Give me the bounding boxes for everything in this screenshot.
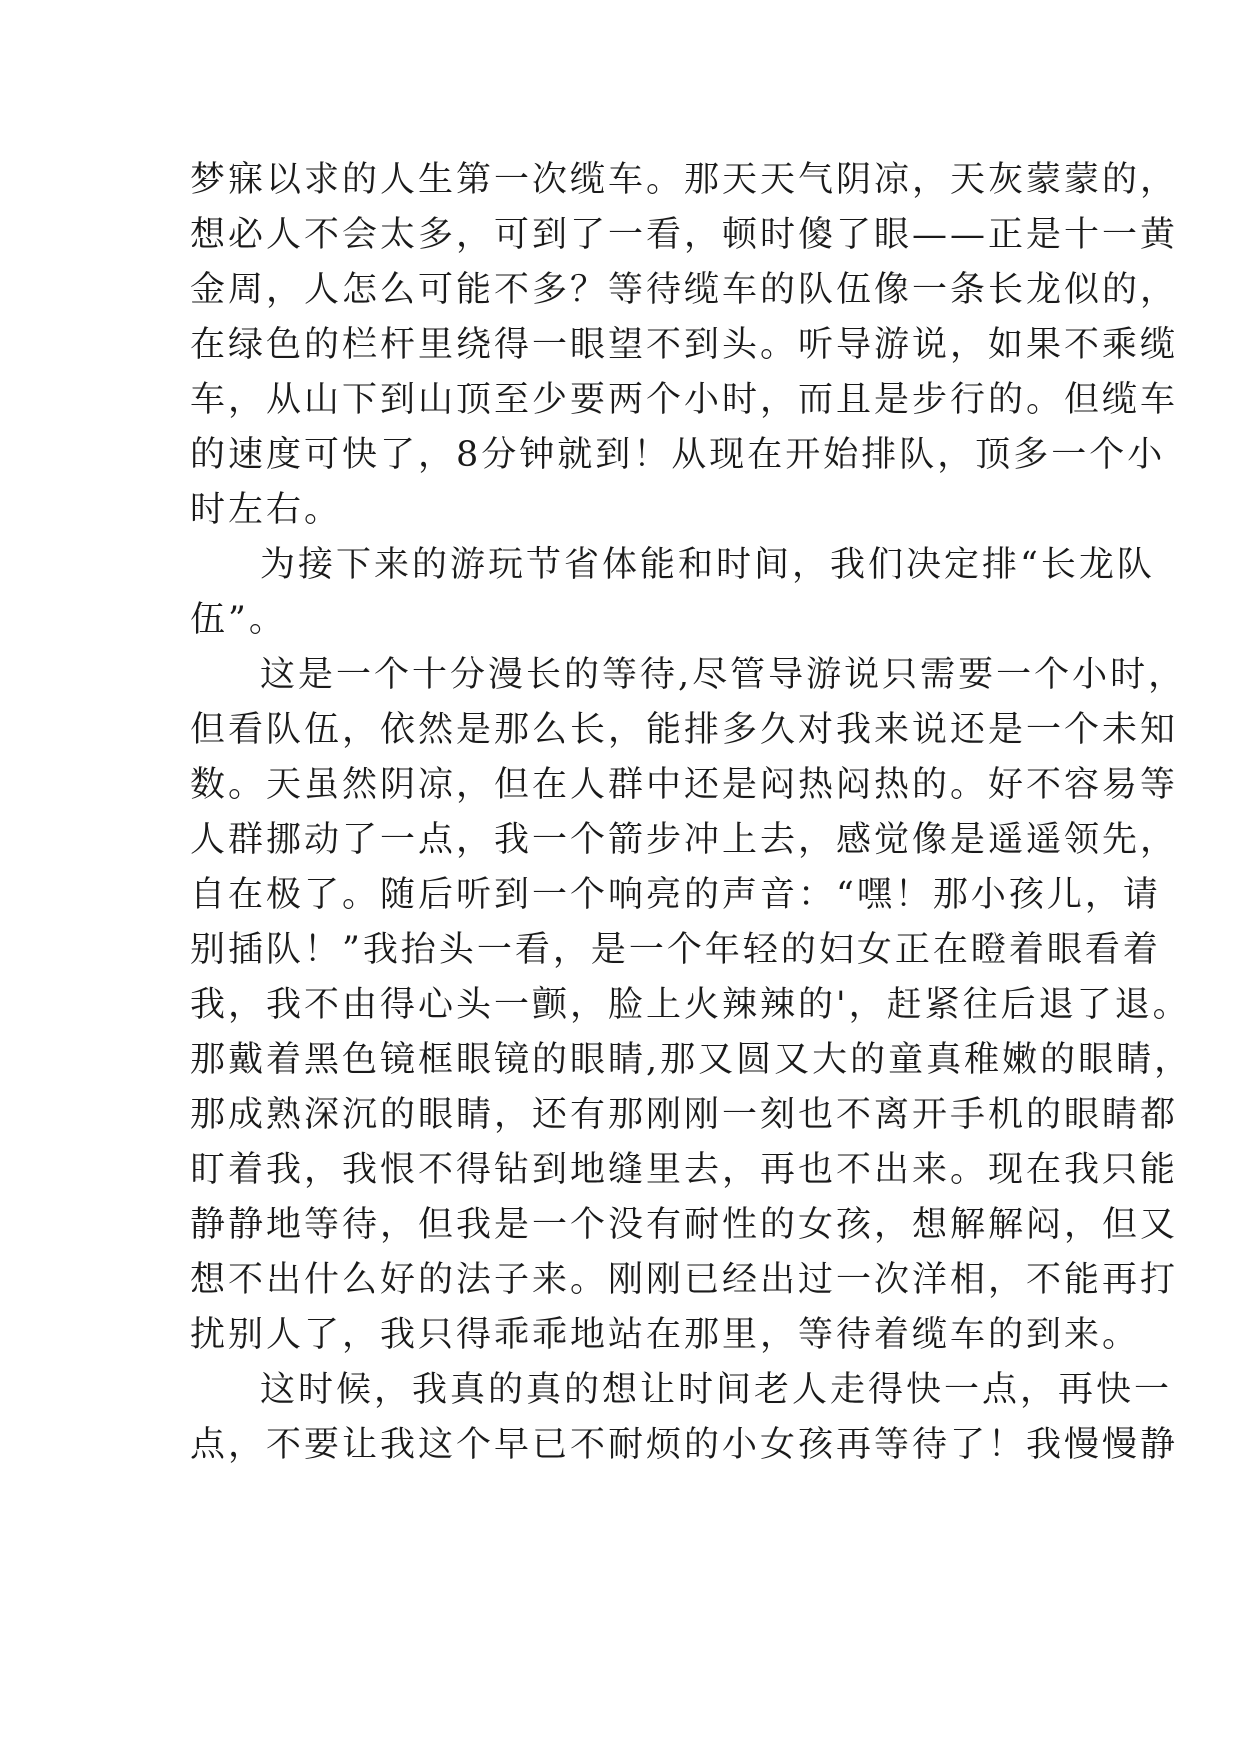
text-line: 我，我不由得心头一颤，脸上火辣辣的'，赶紧往后退了退。 [190, 985, 1191, 1025]
text-line: 时左右。 [190, 490, 343, 530]
text-line: 车，从山下到山顶至少要两个小时，而且是步行的。但缆车 [190, 380, 1179, 420]
text-line: 扰别人了，我只得乖乖地站在那里，等待着缆车的到来。 [190, 1315, 1141, 1355]
text-line: 的速度可快了，8分钟就到！从现在开始排队，顶多一个小 [190, 435, 1166, 475]
text-line: 盯着我，我恨不得钻到地缝里去，再也不出来。现在我只能 [190, 1150, 1179, 1190]
paragraph-first-line: 这是一个十分漫长的等待,尽管导游说只需要一个小时， [260, 655, 1187, 695]
text-line: 静静地等待，但我是一个没有耐性的女孩，想解解闷，但又 [190, 1205, 1179, 1245]
text-line: 想不出什么好的法子来。刚刚已经出过一次洋相，不能再打 [190, 1260, 1179, 1300]
paragraph-first-line: 这时候，我真的真的想让时间老人走得快一点，再快一 [260, 1370, 1173, 1410]
text-line: 别插队！”我抬头一看，是一个年轻的妇女正在瞪着眼看着 [190, 930, 1161, 970]
text-line: 想必人不会太多，可到了一看，顿时傻了眼——正是十一黄 [190, 215, 1179, 255]
text-line: 点，不要让我这个早已不耐烦的小女孩再等待了！我慢慢静 [190, 1425, 1179, 1465]
text-line: 伍”。 [190, 600, 287, 640]
text-line: 数。天虽然阴凉，但在人群中还是闷热闷热的。好不容易等 [190, 765, 1179, 805]
text-line: 金周，人怎么可能不多？等待缆车的队伍像一条长龙似的， [190, 270, 1179, 310]
text-line: 人群挪动了一点，我一个箭步冲上去，感觉像是遥遥领先， [190, 820, 1179, 860]
text-line: 那戴着黑色镜框眼镜的眼睛,那又圆又大的童真稚嫩的眼睛， [190, 1040, 1193, 1080]
text-line: 自在极了。随后听到一个响亮的声音：“嘿！那小孩儿，请 [190, 875, 1161, 915]
text-line: 但看队伍，依然是那么长，能排多久对我来说还是一个未知 [190, 710, 1179, 750]
text-line: 那成熟深沉的眼睛，还有那刚刚一刻也不离开手机的眼睛都 [190, 1095, 1179, 1135]
text-line: 梦寐以求的人生第一次缆车。那天天气阴凉，天灰蒙蒙的， [190, 160, 1179, 200]
paragraph-first-line: 为接下来的游玩节省体能和时间，我们决定排“长龙队 [260, 545, 1155, 585]
text-line: 在绿色的栏杆里绕得一眼望不到头。听导游说，如果不乘缆 [190, 325, 1179, 365]
